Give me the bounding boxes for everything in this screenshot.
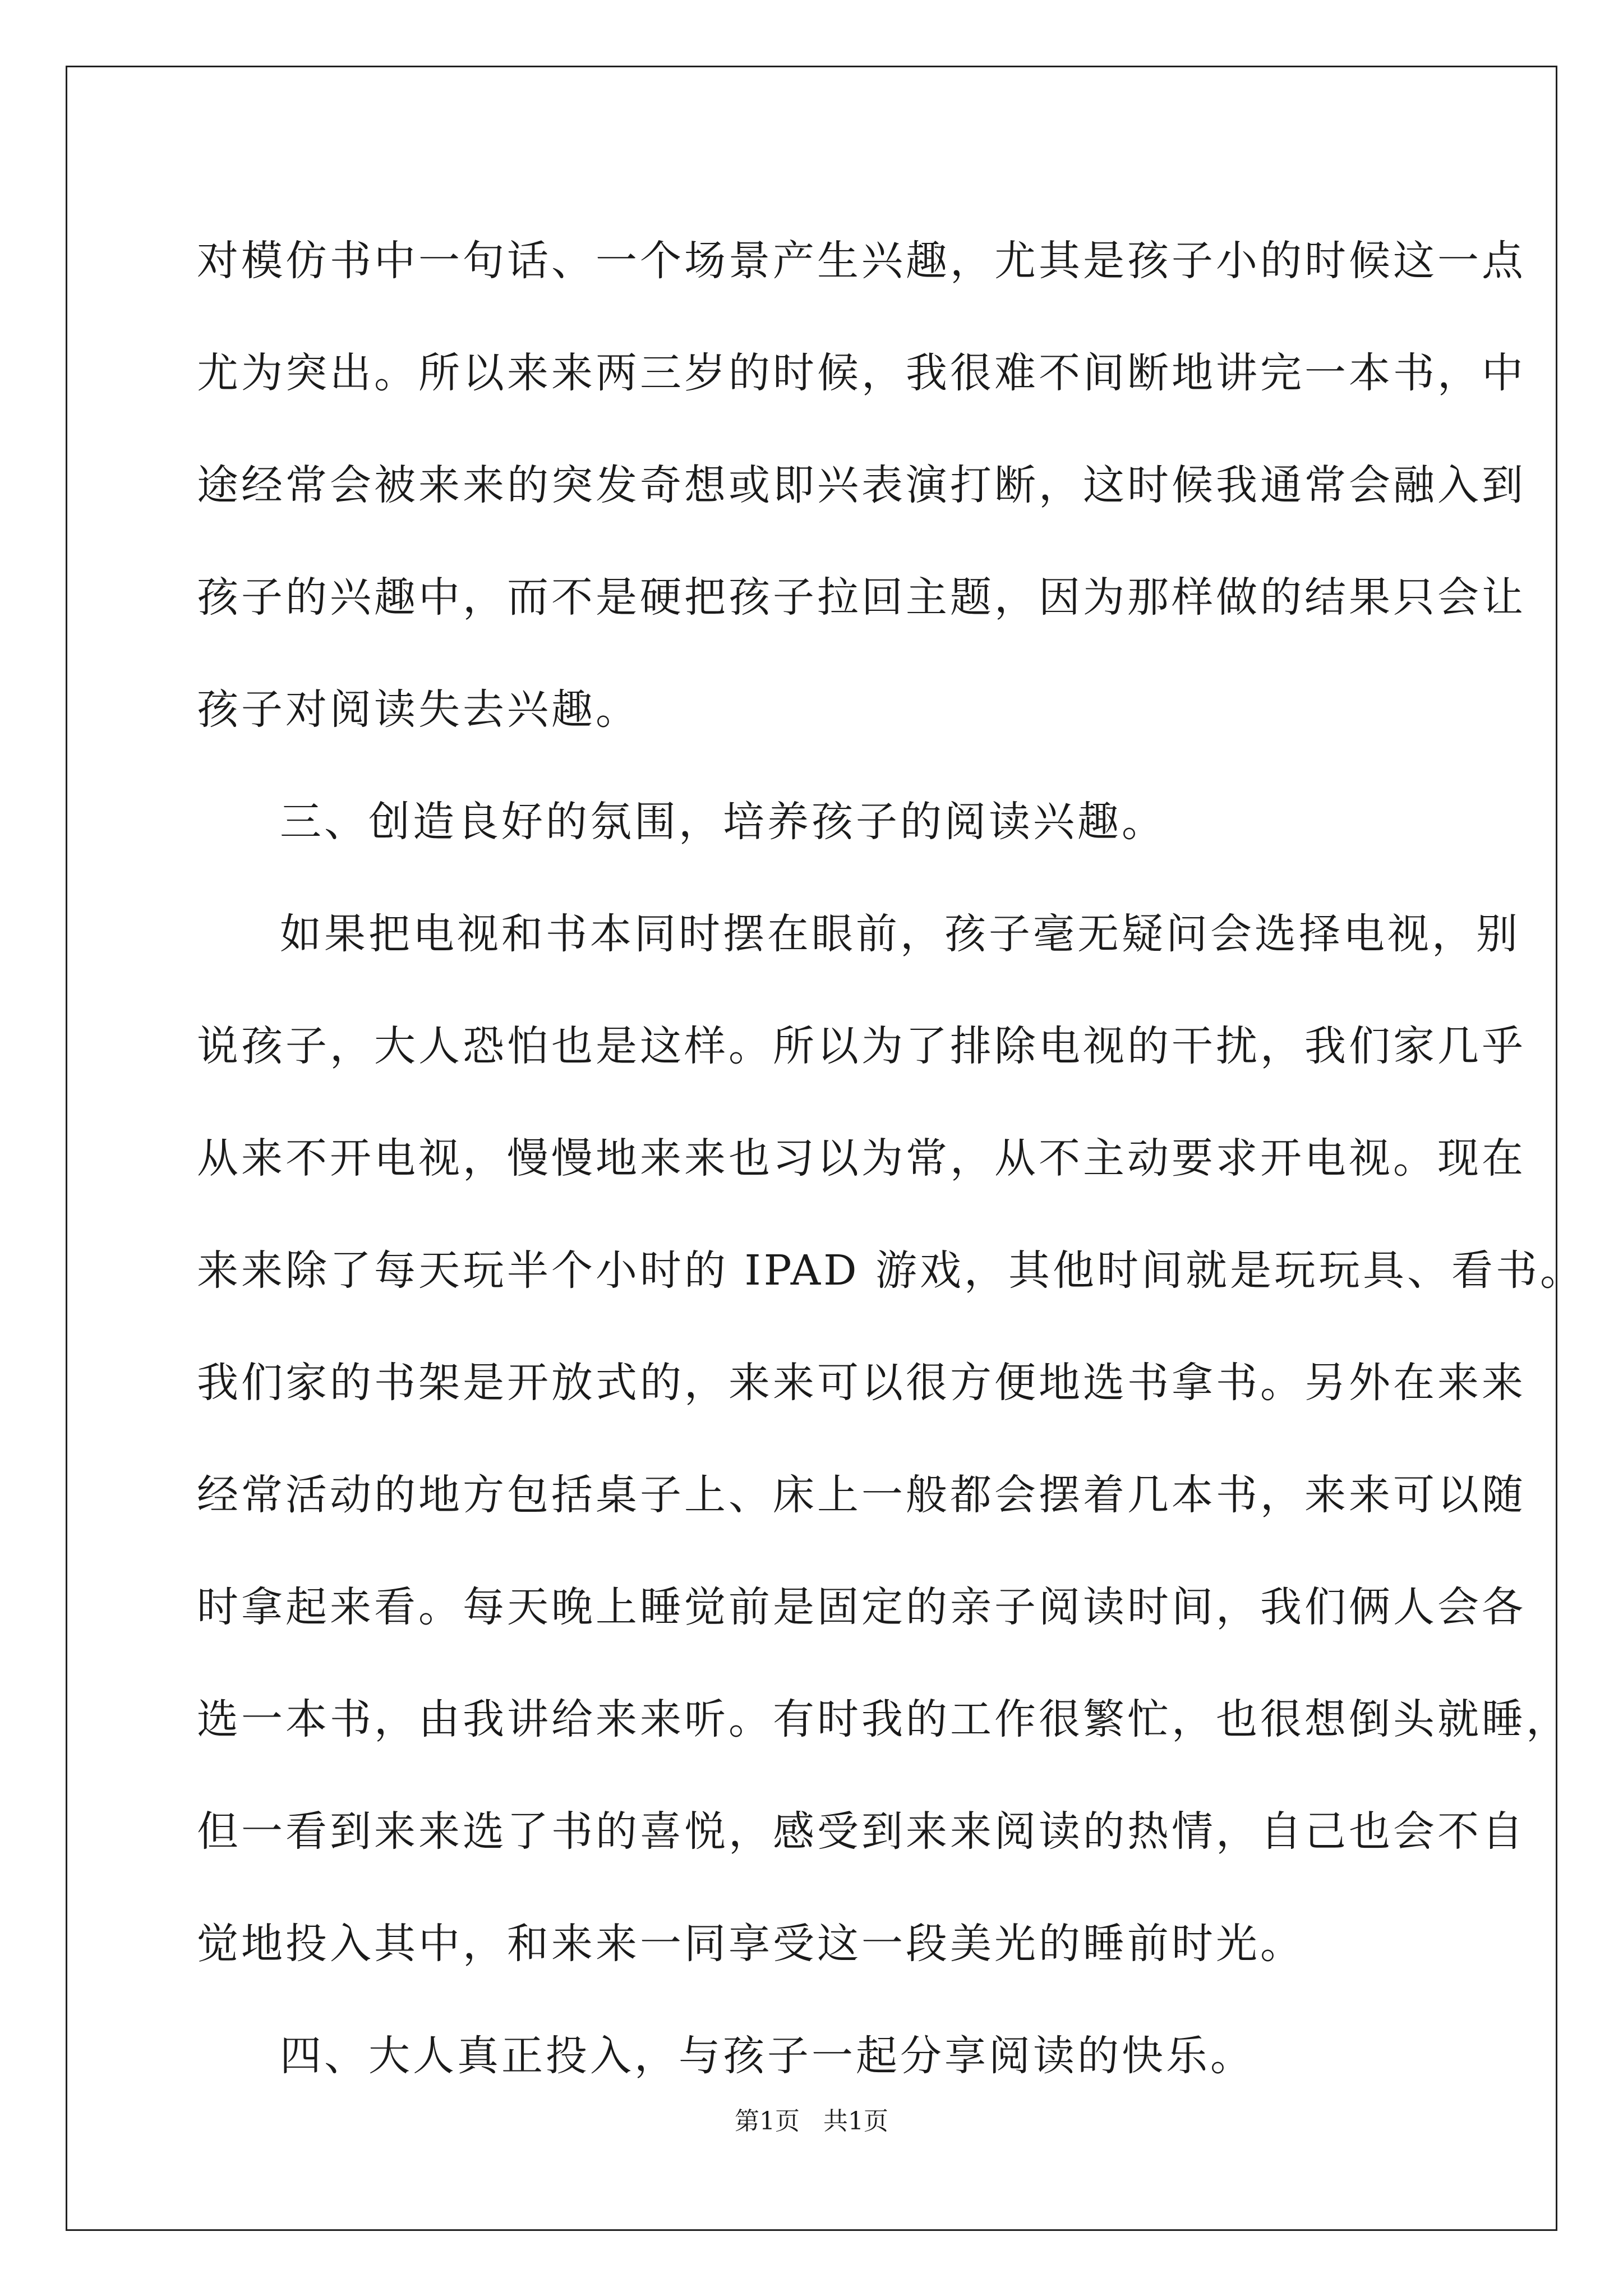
text-line: 途经常会被来来的突发奇想或即兴表演打断，这时候我通常会融入到 bbox=[197, 461, 1526, 509]
page-footer bbox=[0, 2105, 1623, 2138]
text-line: 尤为突出。所以来来两三岁的时候，我很难不间断地讲完一本书，中 bbox=[197, 349, 1526, 397]
page-total: 共1页 bbox=[823, 2107, 888, 2136]
document-body bbox=[197, 205, 1585, 2112]
text-line: 说孩子，大人恐怕也是这样。所以为了排除电视的干扰，我们家几乎 bbox=[197, 1022, 1526, 1070]
page-number: 第1页 bbox=[735, 2107, 800, 2136]
text-line: 时拿起来看。每天晚上睡觉前是固定的亲子阅读时间，我们俩人会各 bbox=[197, 1583, 1526, 1631]
text-line: 觉地投入其中，和来来一同享受这一段美光的睡前时光。 bbox=[197, 1920, 1304, 1968]
text-line: 孩子对阅读失去兴趣。 bbox=[197, 685, 640, 734]
text-line: 我们家的书架是开放式的，来来可以很方便地选书拿书。另外在来来 bbox=[197, 1359, 1526, 1407]
text-line: 孩子的兴趣中，而不是硬把孩子拉回主题，因为那样做的结果只会让 bbox=[197, 573, 1526, 622]
text-line: 从来不开电视，慢慢地来来也习以为常，从不主动要求开电视。现在 bbox=[197, 1134, 1526, 1182]
text-line: 但一看到来来选了书的喜悦，感受到来来阅读的热情，自己也会不自 bbox=[197, 1807, 1526, 1856]
text-line: 对模仿书中一句话、一个场景产生兴趣，尤其是孩子小的时候这一点 bbox=[197, 237, 1526, 285]
section-heading: 三、创造良好的氛围，培养孩子的阅读兴趣。 bbox=[280, 798, 1166, 846]
text-line: 选一本书，由我讲给来来听。有时我的工作很繁忙，也很想倒头就睡， bbox=[197, 1695, 1570, 1743]
section-heading: 四、大人真正投入，与孩子一起分享阅读的快乐。 bbox=[280, 2032, 1255, 2080]
text-line: 经常活动的地方包括桌子上、床上一般都会摆着几本书，来来可以随 bbox=[197, 1471, 1526, 1519]
text-line: 如果把电视和书本同时摆在眼前，孩子毫无疑问会选择电视，别 bbox=[280, 910, 1520, 958]
text-line: 来来除了每天玩半个小时的 IPAD 游戏，其他时间就是玩玩具、看书。 bbox=[197, 1246, 1585, 1295]
